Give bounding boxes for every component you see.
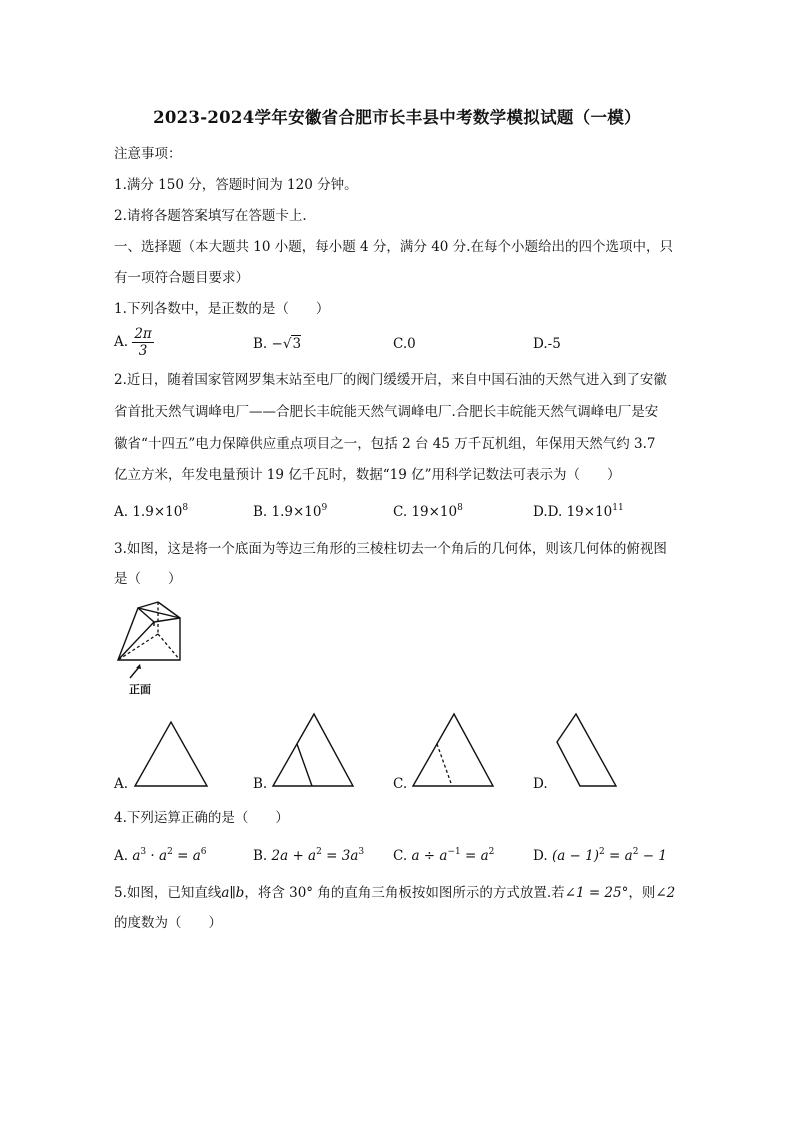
math: ∠1 = 25° <box>564 885 629 901</box>
option-label: D.D. <box>533 504 563 520</box>
exponent: 2 <box>632 847 639 857</box>
text: 5.如图，已知直线 <box>114 885 222 901</box>
quadrilateral <box>557 714 616 786</box>
q2-option-c <box>393 502 463 522</box>
option-label: A. <box>114 848 129 864</box>
q2-line-1: 2.近日，随着国家管网罗集末站至电厂的阀门缓缓开启，来自中国石油的天然气进入到了安徽 <box>114 372 667 388</box>
expr: = a <box>460 848 489 864</box>
front-label: 正面 <box>129 683 151 696</box>
q3-option-d-label: D. <box>533 776 548 792</box>
q3-line-2: 是（ ） <box>114 571 182 587</box>
expr: (a − 1) <box>551 848 600 864</box>
triangle <box>273 714 353 786</box>
exponent: 11 <box>612 503 624 513</box>
expr: = a <box>604 848 633 864</box>
q3-option-a-label: A. <box>114 776 129 792</box>
q3-option-b-label: B. <box>253 776 268 792</box>
q5-line-1 <box>114 883 675 903</box>
notes-item-1: 1.满分 150 分，答题时间为 120 分钟。 <box>114 177 358 193</box>
expr: = a <box>172 848 201 864</box>
q4-option-c <box>393 846 494 866</box>
q4-option-a <box>114 846 207 866</box>
exponent: 2 <box>488 847 495 857</box>
fraction <box>132 326 153 359</box>
expr: · a <box>146 848 168 864</box>
notes-heading: 注意事项： <box>114 146 182 162</box>
q3-option-a-figure <box>130 720 210 790</box>
expr: a ÷ a <box>411 848 448 864</box>
q5-line-2: 的度数为（ ） <box>114 915 222 931</box>
expr: a <box>132 848 141 864</box>
hidden-edge <box>158 634 180 660</box>
q1-option-a <box>114 326 154 359</box>
math: a∥b <box>221 885 245 901</box>
q2-option-b <box>253 502 327 522</box>
exponent: 8 <box>457 503 463 513</box>
exponent: 6 <box>200 847 207 857</box>
option-label: B. <box>253 336 268 352</box>
section-heading-line-2: 有一项符合题目要求） <box>114 270 249 286</box>
expr: = 3a <box>321 848 359 864</box>
q3-option-c-label: C. <box>393 776 408 792</box>
notes-item-2: 2.请将各题答案填写在答题卡上. <box>114 208 307 224</box>
exponent: 3 <box>358 847 365 857</box>
option-label: B. <box>253 504 268 520</box>
triangle <box>413 714 493 786</box>
q1-option-d: D.-5 <box>533 336 561 352</box>
radicand: 3 <box>292 336 302 352</box>
triangle <box>135 722 207 786</box>
math: ∠2 <box>655 885 676 901</box>
fraction-numerator: 2π <box>134 326 152 342</box>
option-label: D. <box>533 848 548 864</box>
edge <box>138 602 158 608</box>
option-label: A. <box>114 504 129 520</box>
option-label: C. <box>393 504 408 520</box>
q1-stem: 1.下列各数中，是正数的是（ ） <box>114 301 330 317</box>
q2-option-a <box>114 502 188 522</box>
exponent: 8 <box>182 503 189 513</box>
q3-option-d-figure <box>554 712 620 788</box>
q2-option-d <box>533 502 624 522</box>
hidden-line <box>437 744 452 786</box>
text: ，将含 30° 角的直角三角板按如图所示的方式放置.若 <box>244 885 565 901</box>
option-label: A. <box>114 334 129 350</box>
q3-option-c-figure <box>410 712 496 788</box>
q3-option-b-figure <box>270 712 356 788</box>
base: 1.9×10 <box>132 504 183 520</box>
fraction-denominator: 3 <box>138 343 148 359</box>
base: 19×10 <box>566 504 613 520</box>
q4-option-d <box>533 846 667 866</box>
edge <box>118 622 154 660</box>
section-heading-line-1: 一、选择题（本大题共 10 小题，每小题 4 分，满分 40 分.在每个小题给出的四个选项中，只 <box>114 239 673 255</box>
solid-figure <box>110 598 190 680</box>
base: 1.9×10 <box>271 504 322 520</box>
arrow-head <box>136 664 141 669</box>
option-label: C. <box>393 848 408 864</box>
text: ，则 <box>628 885 656 901</box>
exponent: 3 <box>140 847 147 857</box>
exponent: 2 <box>599 847 605 857</box>
exponent: 2 <box>316 847 322 857</box>
q4-option-b <box>253 846 364 866</box>
q2-line-4: 亿立方米，年发电量预计 19 亿千瓦时，数据“19 亿”用科学记数法可表示为（ ） <box>114 467 621 483</box>
page-title: 2023-2024学年安徽省合肥市长丰县中考数学模拟试题（一模） <box>153 108 641 127</box>
q4-stem: 4.下列运算正确的是（ ） <box>114 810 289 826</box>
q1-option-b: B. −√3 <box>253 336 302 352</box>
inner-line <box>297 744 312 786</box>
option-label: B. <box>253 848 268 864</box>
exponent: 2 <box>167 847 173 857</box>
minus-sign: − <box>271 336 283 352</box>
q3-line-1: 3.如图，这是将一个底面为等边三角形的三棱柱切去一个角后的几何体，则该几何体的俯视图 <box>114 541 667 557</box>
exponent: −1 <box>447 847 461 857</box>
q2-line-3: 徽省“十四五”电力保障供应重点项目之一，包括 2 台 45 万千瓦机组，年保用天然气约 3.7 <box>114 436 656 452</box>
exponent: 9 <box>321 503 328 513</box>
expr: − 1 <box>638 848 667 864</box>
q1-option-c: C.0 <box>393 336 416 352</box>
expr: 2a + a <box>271 848 317 864</box>
solid-outline <box>118 608 180 660</box>
base: 19×10 <box>411 504 458 520</box>
q2-line-2: 省首批天然气调峰电厂——合肥长丰皖能天然气调峰电厂.合肥长丰皖能天然气调峰电厂是安 <box>114 404 659 420</box>
